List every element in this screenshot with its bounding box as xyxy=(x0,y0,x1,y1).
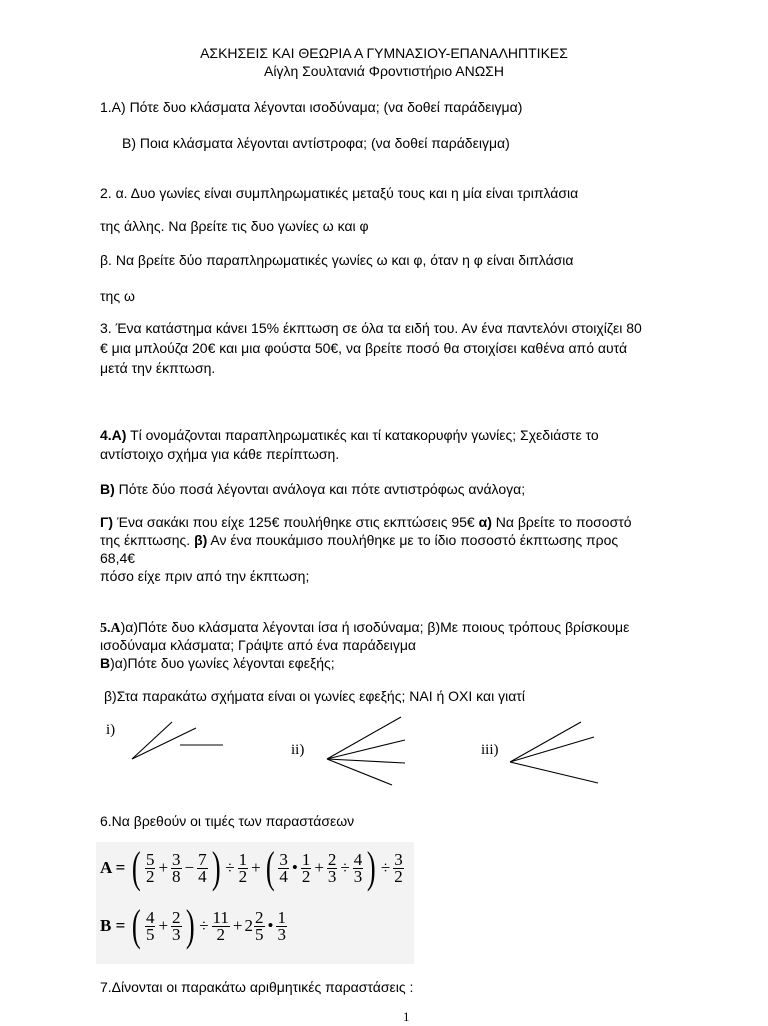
question-4c-text2: της έκπτωσης. xyxy=(100,532,195,548)
question-5a-text1: )α)Πότε δυο κλάσματα λέγονται ίσα ή ισοδύναμα; β)Με ποιους τρόπους βρίσκουμε xyxy=(120,619,630,635)
question-5b-line2: β)Στα παρακάτω σχήματα είναι οι γωνίες εφεξής; ΝΑΙ ή ΟΧΙ και γιατί xyxy=(104,688,525,704)
question-5b-line1 xyxy=(100,654,335,672)
expression-a-label: A = xyxy=(100,858,126,877)
question-4a-line2: αντίστοιχο σχήμα για κάθε περίπτωση. xyxy=(100,446,340,462)
question-3-line3: μετά την έκπτωση. xyxy=(100,360,216,376)
question-5a-line2: ισοδύναμα κλάσματα; Γράψτε από ένα παράδειγμα xyxy=(100,637,416,653)
question-4b xyxy=(100,480,525,498)
question-2b-line1: β. Να βρείτε δύο παραπληρωματικές γωνίες ω και φ, όταν η φ είναι διπλάσια xyxy=(100,252,574,268)
question-4c-text1: Ένα σακάκι που είχε 125€ πουλήθηκε στις εκπτώσεις 95€ xyxy=(113,514,479,530)
document-title: ΑΣΚΗΣΕΙΣ ΚΑΙ ΘΕΩΡΙΑ Α ΓΥΜΝΑΣΙΟΥ-ΕΠΑΝΑΛΗΠΤΙΚΕΣ xyxy=(200,45,568,61)
question-4c-alpha: α) xyxy=(478,514,492,530)
question-4a-text: Τί ονομάζονται παραπληρωματικές και τί κατακορυφήν γωνίες; Σχεδιάστε το xyxy=(126,427,599,443)
question-4a-line1 xyxy=(100,426,599,444)
question-7: 7.Δίνονται οι παρακάτω αριθμητικές παραστάσεις : xyxy=(100,979,414,995)
question-4c-beta: β) xyxy=(194,532,208,548)
page-number: 1 xyxy=(403,1009,410,1024)
angle-figure-iii xyxy=(510,722,598,783)
question-4c-line4: πόσο είχε πριν από την έκπτωση; xyxy=(100,568,310,584)
angle-figure-ii xyxy=(327,717,405,785)
question-4c-line2 xyxy=(100,531,618,549)
question-1a: 1.Α) Πότε δυο κλάσματα λέγονται ισοδύναμα; (να δοθεί παράδειγμα) xyxy=(100,99,523,115)
expression-a: A = ( $\frac{5}{2}$ + $\frac{3}{8}$ − $\frac{7}{4}$ ) ÷ $\frac{1}{2}$ + ( $\frac{3}{4}$ • $\frac{1}{2}$ + $\frac{2}{3}$ ÷ $\frac{4}{3}$ ) ÷ $\frac{3}{2}$ xyxy=(100,843,403,892)
question-2a-line1: 2. α. Δυο γωνίες είναι συμπληρωματικές μεταξύ τους και η μία είναι τριπλάσια xyxy=(100,185,579,201)
math-expressions-box xyxy=(96,842,414,964)
question-5a-line1 xyxy=(100,618,629,638)
question-1b: Β) Ποια κλάσματα λέγονται αντίστροφα; (να δοθεί παράδειγμα) xyxy=(122,135,510,151)
question-4b-text: Πότε δύο ποσά λέγονται ανάλογα και πότε αντιστρόφως ανάλογα; xyxy=(114,481,526,497)
question-5b-text: )α)Πότε δυο γωνίες λέγονται εφεξής; xyxy=(110,655,335,671)
question-4c-line3: 68,4€ xyxy=(100,550,136,566)
question-4c-line1 xyxy=(100,513,632,531)
question-3-line1: 3. Ένα κατάστημα κάνει 15% έκπτωση σε όλα τα ειδή του. Αν ένα παντελόνι στοιχίζει 80 xyxy=(100,320,642,336)
question-4a-label: 4.Α) xyxy=(100,427,127,443)
expression-b: B = ( $\frac{4}{5}$ + $\frac{2}{3}$ ) ÷ $\frac{11}{2}$ + 2 $\frac{2}{5}$ • $\frac{1}{3}$ xyxy=(100,901,286,950)
question-2a-line2: της άλλης. Να βρείτε τις δυο γωνίες ω και φ xyxy=(100,218,369,234)
document-author: Αίγλη Σουλτανιά Φροντιστήριο ΑΝΩΣΗ xyxy=(264,63,504,79)
angle-figure-i xyxy=(132,722,223,759)
question-2b-line2: της ω xyxy=(100,288,135,304)
question-4c-text2b: Αν ένα πουκάμισο πουλήθηκε με το ίδιο ποσοστό έκπτωσης προς xyxy=(207,532,619,548)
figure-label-iii: iii) xyxy=(481,742,499,758)
angles-figure xyxy=(0,700,768,800)
expression-b-label: B = xyxy=(100,916,126,935)
question-4c-text1b: Να βρείτε το ποσοστό xyxy=(491,514,632,530)
figure-label-ii: ii) xyxy=(291,742,305,758)
question-4c-label: Γ) xyxy=(100,514,114,530)
question-3-line2: € μια μπλούζα 20€ και μια φούστα 50€, να βρείτε ποσό θα στοιχίσει καθένα από αυτά xyxy=(100,340,628,356)
figure-label-i: i) xyxy=(106,722,116,738)
question-4b-label: Β) xyxy=(100,481,115,497)
question-5a-label: 5.Α xyxy=(100,621,121,636)
question-6: 6.Να βρεθούν οι τιμές των παραστάσεων xyxy=(100,813,355,829)
question-5b-label: Β xyxy=(100,655,111,671)
